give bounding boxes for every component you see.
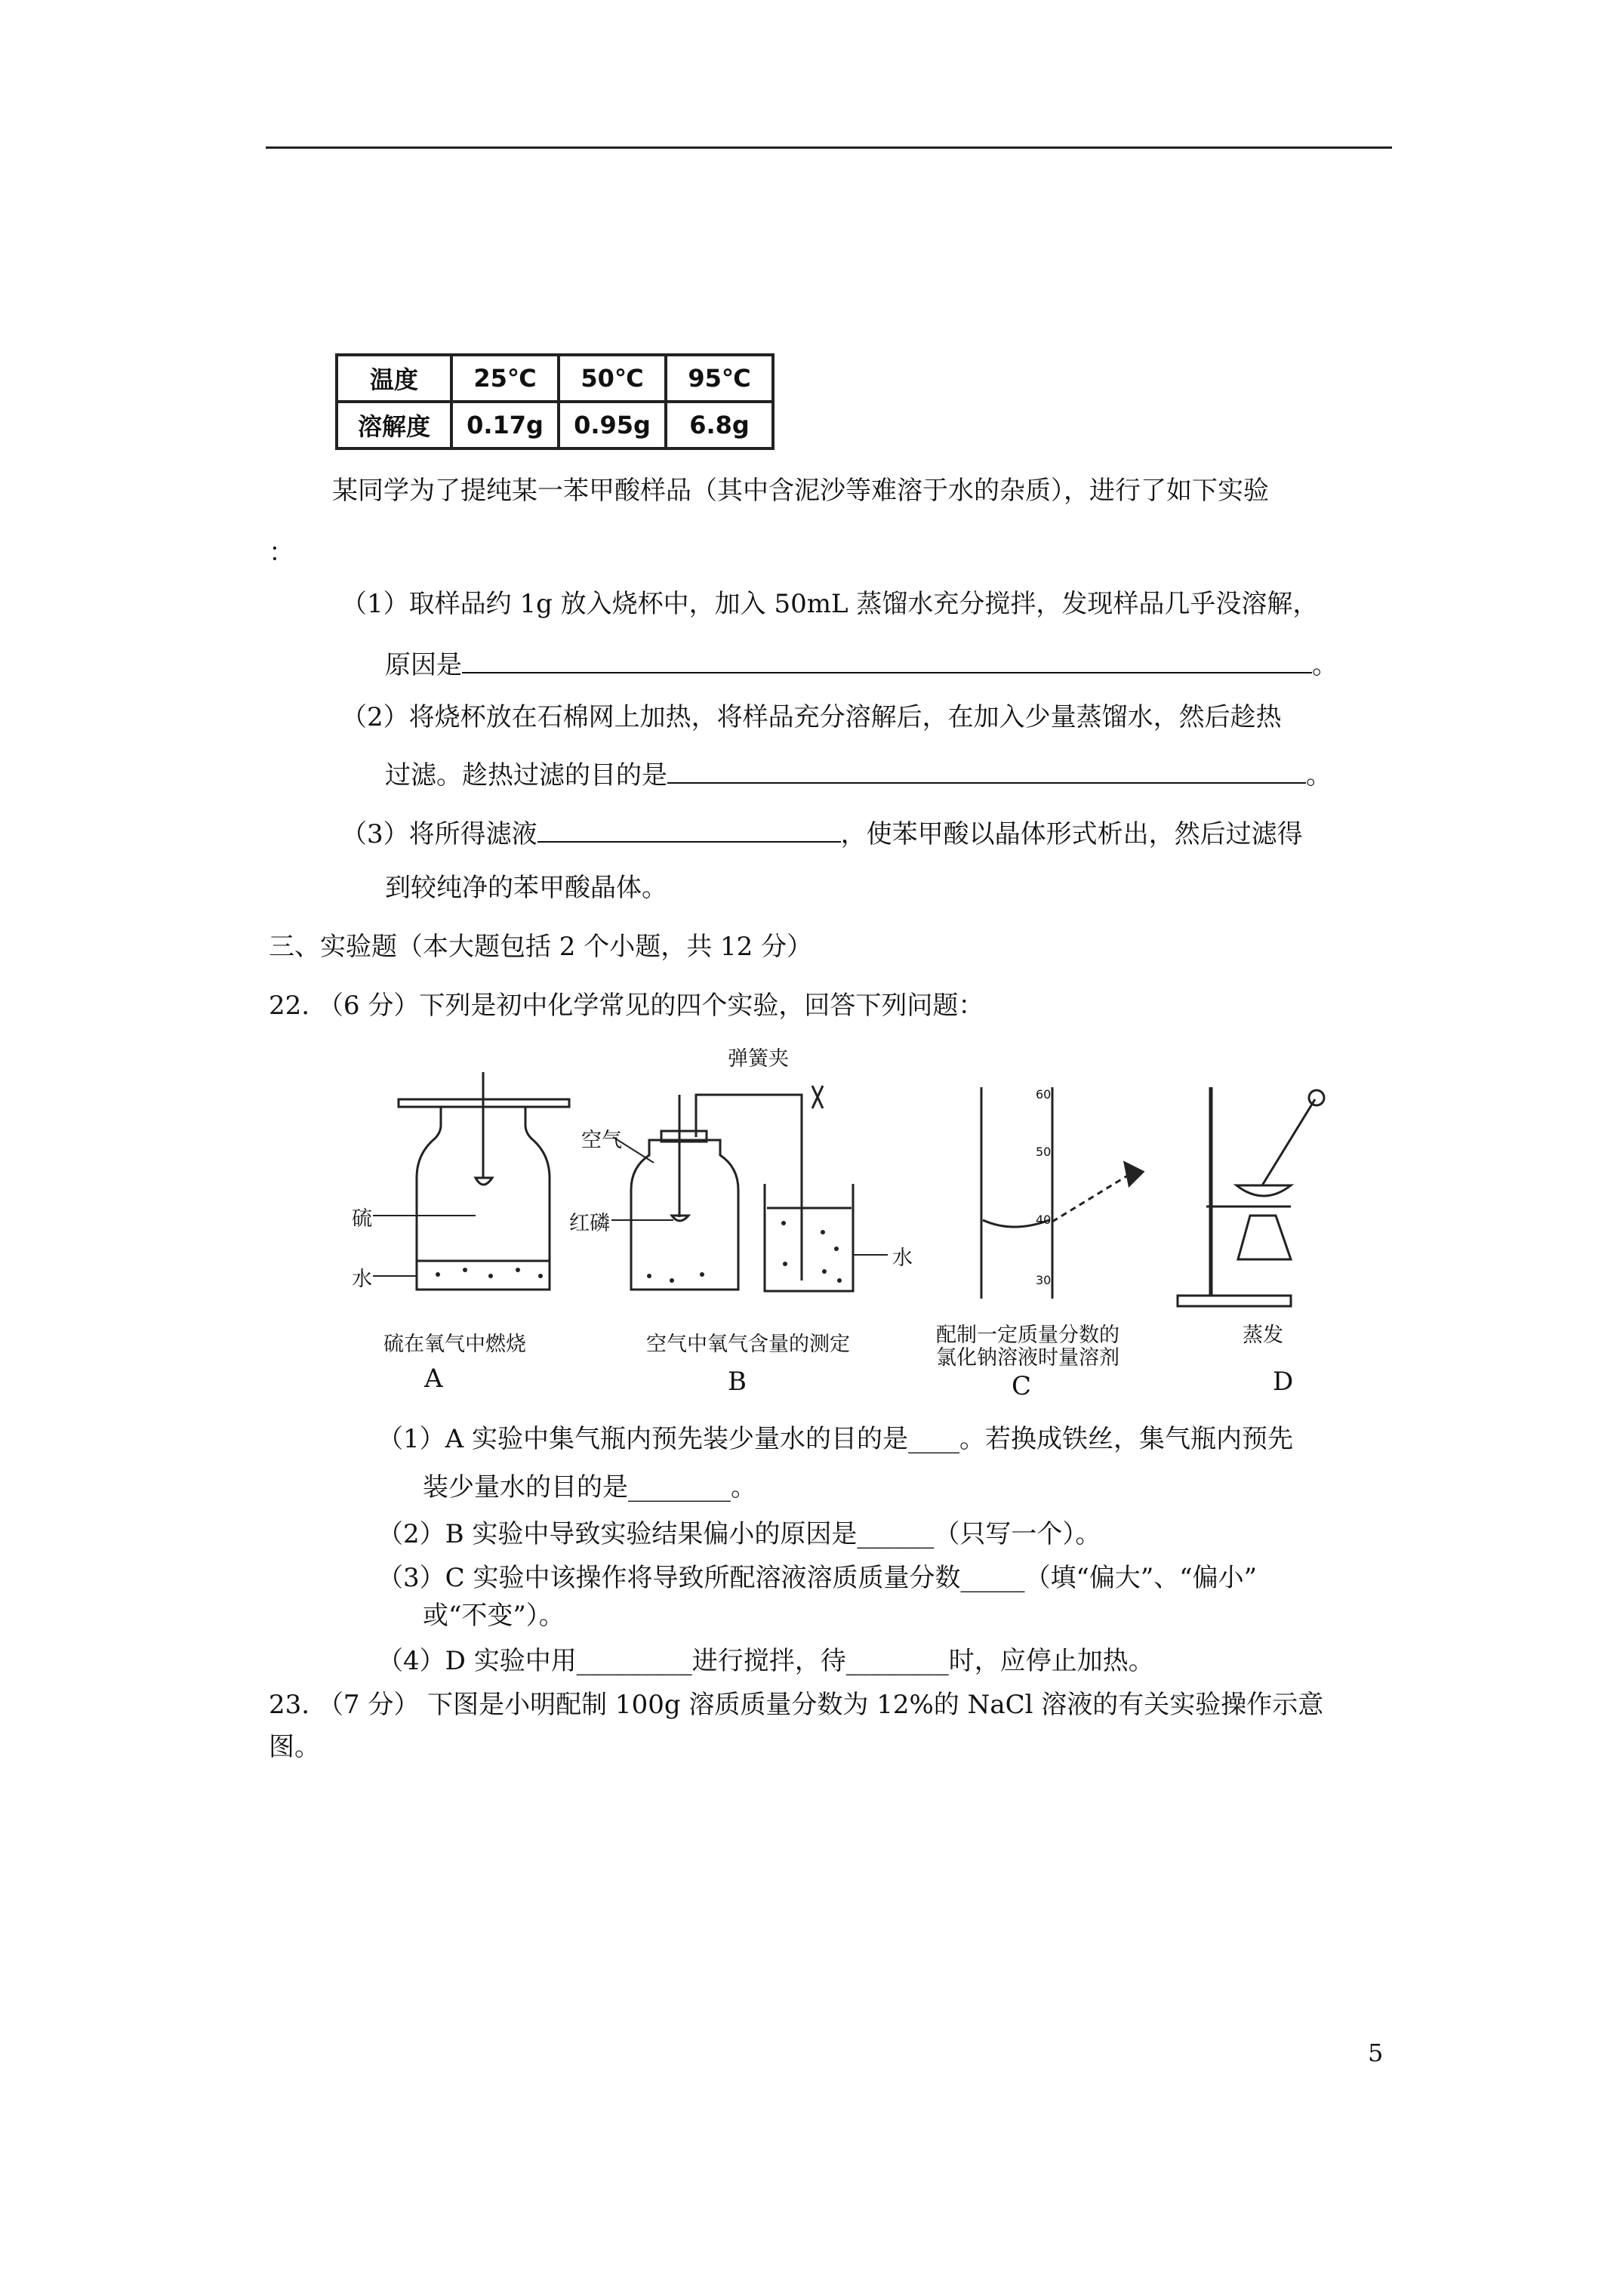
answer-blank <box>537 815 841 843</box>
letter-d: D <box>1273 1367 1294 1397</box>
q23-a: 23. （7 分） 下图是小明配制 100g 溶质质量分数为 12%的 NaCl 溶液的有关实验操作示意 <box>269 1690 1324 1720</box>
q21-p2-b-line <box>385 757 1332 792</box>
q22-title: 22. （6 分）下列是初中化学常见的四个实验，回答下列问题： <box>269 991 984 1021</box>
glass-rod <box>1262 1099 1315 1185</box>
beaker-b <box>765 1184 853 1291</box>
q21-p1-a: （1）取样品约 1g 放入烧杯中，加入 50mL 蒸馏水充分搅拌，发现样品几乎没溶解， <box>341 589 1319 619</box>
table-row <box>337 355 773 402</box>
table-cell: 溶解度 <box>337 402 451 448</box>
answer-blank <box>667 757 1306 784</box>
q22-s1-a: （1）A 实验中集气瓶内预先装少量水的目的是____。若换成铁丝，集气瓶内预先 <box>377 1424 1293 1454</box>
evaporating-dish <box>1236 1185 1291 1196</box>
tick-50: 50 <box>1036 1145 1052 1159</box>
tick-30: 30 <box>1036 1273 1052 1287</box>
tick-60: 60 <box>1036 1087 1052 1102</box>
q21-p1-b: 原因是 <box>385 650 462 680</box>
q21-p1-end: 。 <box>1312 650 1338 680</box>
iron-stand-base <box>1178 1296 1291 1306</box>
table-header-cell: 95℃ <box>666 355 773 402</box>
caption-d: 蒸发 <box>1243 1324 1283 1347</box>
section-3-heading: 三、实验题（本大题包括 2 个小题，共 12 分） <box>269 932 813 962</box>
table-cell: 0.95g <box>559 402 666 448</box>
eye-icon <box>1125 1163 1143 1185</box>
label-spring-clip: 弹簧夹 <box>728 1047 789 1071</box>
connecting-tube <box>696 1095 802 1281</box>
label-sulfur: 硫 <box>352 1207 372 1231</box>
q21-p2-end: 。 <box>1306 760 1332 791</box>
label-water-b: 水 <box>892 1247 913 1270</box>
letter-a: A <box>424 1364 443 1394</box>
q21-p3-a2: ，使苯甲酸以晶体形式析出，然后过滤得 <box>840 819 1303 849</box>
caption-b: 空气中氧气含量的测定 <box>646 1333 850 1356</box>
table-cell: 6.8g <box>666 402 773 448</box>
table-cell: 0.17g <box>451 402 559 448</box>
letter-c: C <box>1012 1371 1032 1401</box>
answer-blank <box>462 646 1312 673</box>
q22-s3-a: （3）C 实验中该操作将导致所配溶液溶质质量分数_____（填“偏大”、“偏小” <box>377 1563 1257 1593</box>
q21-intro: 某同学为了提纯某一苯甲酸样品（其中含泥沙等难溶于水的杂质），进行了如下实验 <box>332 476 1269 506</box>
table-header-cell: 25℃ <box>451 355 559 402</box>
table-header-cell: 50℃ <box>559 355 666 402</box>
label-water-a: 水 <box>352 1268 372 1291</box>
table-row <box>337 402 773 448</box>
q22-s4: （4）D 实验中用_________进行搅拌，待________时，应停止加热。 <box>377 1646 1154 1676</box>
caption-c-2: 氯化钠溶液时量溶剂 <box>936 1346 1119 1370</box>
q23-b: 图。 <box>269 1732 320 1762</box>
solubility-table <box>335 353 775 450</box>
caption-a: 硫在氧气中燃烧 <box>383 1333 526 1356</box>
q21-p3-b: 到较纯净的苯甲酸晶体。 <box>385 873 667 903</box>
caption-c-1: 配制一定质量分数的 <box>936 1324 1119 1347</box>
tick-40: 40 <box>1036 1213 1052 1227</box>
q22-s1-b: 装少量水的目的是________。 <box>423 1472 756 1502</box>
q21-p3-a-line <box>341 815 1303 851</box>
table-header-cell: 温度 <box>337 355 451 402</box>
experiment-diagrams <box>362 1072 1404 1412</box>
label-air: 空气 <box>581 1129 622 1152</box>
label-red-phosphorus: 红磷 <box>569 1212 610 1235</box>
q21-p2-b: 过滤。趁热过滤的目的是 <box>385 760 667 791</box>
sight-line <box>1052 1172 1134 1222</box>
alcohol-lamp <box>1238 1216 1291 1259</box>
q22-s2: （2）B 实验中导致实验结果偏小的原因是______（只写一个）。 <box>377 1519 1101 1549</box>
letter-b: B <box>728 1367 747 1397</box>
page-number: 5 <box>1368 2039 1384 2067</box>
spoon-a <box>476 1178 492 1185</box>
q21-p3-a: （3）将所得滤液 <box>341 819 537 849</box>
header-rule <box>266 146 1392 149</box>
q21-p2-a: （2）将烧杯放在石棉网上加热，将样品充分溶解后，在加入少量蒸馏水，然后趁热 <box>341 702 1282 732</box>
q22-s3-b: 或“不变”）。 <box>423 1601 565 1631</box>
q22-figure <box>352 1047 1404 1412</box>
q21-intro-cont: ： <box>269 538 294 568</box>
spring-clip <box>812 1086 823 1108</box>
q21-p1-b-line <box>385 646 1338 682</box>
